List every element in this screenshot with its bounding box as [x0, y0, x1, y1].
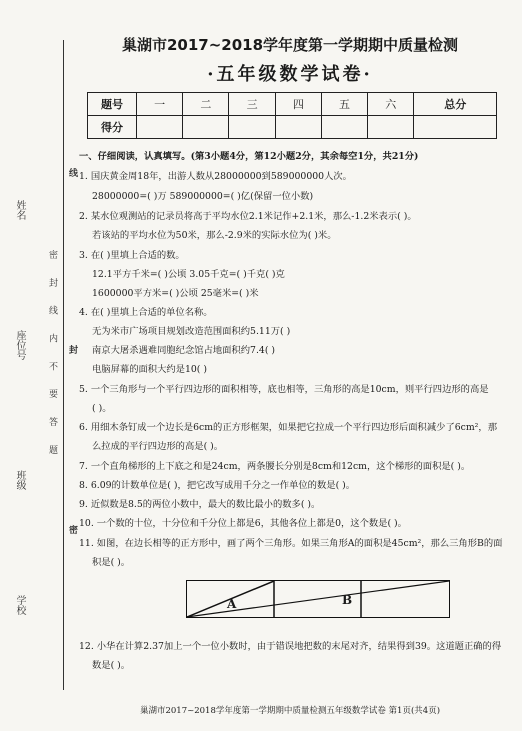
- triangle-b-label: B: [342, 593, 353, 607]
- class-label: 班级: [14, 470, 25, 490]
- seat-label: 座位号: [14, 330, 25, 360]
- question-12-blank: 数是( )。: [92, 660, 131, 671]
- question-3: 3. 在( )里填上合适的数。: [79, 250, 185, 261]
- question-3a: 12.1平方千米=( )公顷 3.05千克=( )千克( )克: [92, 269, 285, 280]
- score-label-cell: 得分: [88, 116, 137, 139]
- question-9: 9. 近似数是8.5的两位小数中，最大的数比最小的数多( )。: [79, 499, 321, 510]
- score-cell[interactable]: [321, 116, 367, 139]
- score-cell[interactable]: [275, 116, 321, 139]
- score-header-cell: 总分: [414, 93, 497, 116]
- triangle-a-label: A: [227, 597, 237, 611]
- question-6-blank: 么拉成的平行四边形的高是( )。: [92, 441, 224, 452]
- question-4a: 无为米市广场项目规划改造范围面积约5.11万( ): [92, 326, 291, 337]
- score-cell[interactable]: [368, 116, 414, 139]
- binding-line: [63, 40, 64, 690]
- question-10: 10. 一个数的十位，十分位和千分位上都是6，其他各位上都是0，这个数是( )。: [79, 518, 407, 529]
- score-cell[interactable]: [137, 116, 183, 139]
- question-4: 4. 在( )里填上合适的单位名称。: [79, 307, 213, 318]
- score-value-row: [88, 116, 497, 139]
- score-header-cell: 题号: [88, 93, 137, 116]
- square-figure: [186, 580, 450, 618]
- question-3b: 1600000平方米=( )公顷 25毫米=( )米: [92, 288, 259, 299]
- score-header-row: [88, 93, 497, 116]
- score-header-cell: 六: [368, 93, 414, 116]
- exam-subtitle: ·五年级数学试卷·: [207, 64, 373, 85]
- page-footer: 巢湖市2017~2018学年度第一学期期中质量检测五年级数学试卷 第1页(共4页): [139, 706, 441, 716]
- question-8: 8. 6.09的计数单位是( )，把它改写成用千分之一作单位的数是( )。: [79, 480, 356, 491]
- seal-mark: 封: [67, 345, 77, 354]
- section-heading: 一、仔细阅读，认真填写。(第3小题4分，第12小题2分，其余每空1分，共21分): [79, 151, 419, 162]
- question-12: 12. 小华在计算2.37加上一个一位小数时，由于错误地把数的末尾对齐，结果得到39。这道题正确的得: [79, 641, 502, 652]
- question-5: 5. 一个三角形与一个平行四边形的面积相等，底也相等，三角形的高是10cm，则平行四边形的高是: [79, 384, 489, 395]
- score-header-cell: 二: [183, 93, 229, 116]
- score-header-cell: 五: [321, 93, 367, 116]
- score-header-cell: 一: [137, 93, 183, 116]
- score-cell[interactable]: [183, 116, 229, 139]
- exam-title: 巢湖市2017~2018学年度第一学期期中质量检测: [121, 36, 459, 54]
- question-4b: 南京大屠杀遇难同胞纪念馆占地面积约7.4( ): [92, 345, 276, 356]
- school-label: 学校: [14, 595, 25, 615]
- question-7: 7. 一个直角梯形的上下底之和是24cm，两条腰长分别是8cm和12cm，这个梯形的面积是( )。: [79, 461, 471, 472]
- score-header-cell: 三: [229, 93, 275, 116]
- question-11-blank: 积是( )。: [92, 557, 131, 568]
- question-5-blank: ( )。: [92, 403, 112, 414]
- score-header-cell: 四: [275, 93, 321, 116]
- question-2-blanks: 若该站的平均水位为50米，那么-2.9米的实际水位为( )米。: [92, 230, 337, 241]
- question-2: 2. 某水位观测站的记录员将高于平均水位2.1米记作+2.1米，那么-1.2米表示( )。: [79, 211, 417, 222]
- score-cell[interactable]: [414, 116, 497, 139]
- question-11: 11. 如图，在边长相等的正方形中，画了两个三角形。如果三角形A的面积是45cm²，那么三角形B的面: [79, 538, 503, 549]
- question-6: 6. 用细木条钉成一个边长是6cm的正方形框架，如果把它拉成一个平行四边形后面积减少了6cm²，那: [79, 422, 498, 433]
- question-4c: 电脑屏幕的面积大约是10( ): [92, 364, 208, 375]
- score-table: [87, 92, 497, 139]
- question-1: 1. 国庆黄金周18年，出游人数从28000000到589000000人次。: [79, 171, 352, 182]
- mi-mark: 密: [67, 525, 77, 534]
- score-cell[interactable]: [229, 116, 275, 139]
- line-mark: 线: [67, 168, 77, 177]
- name-label: 姓名: [14, 200, 25, 220]
- question-1-blanks: 28000000=( )万 589000000=( )亿(保留一位小数): [92, 191, 314, 202]
- seal-text: 密 封 线 内 不 要 答 题: [47, 250, 57, 463]
